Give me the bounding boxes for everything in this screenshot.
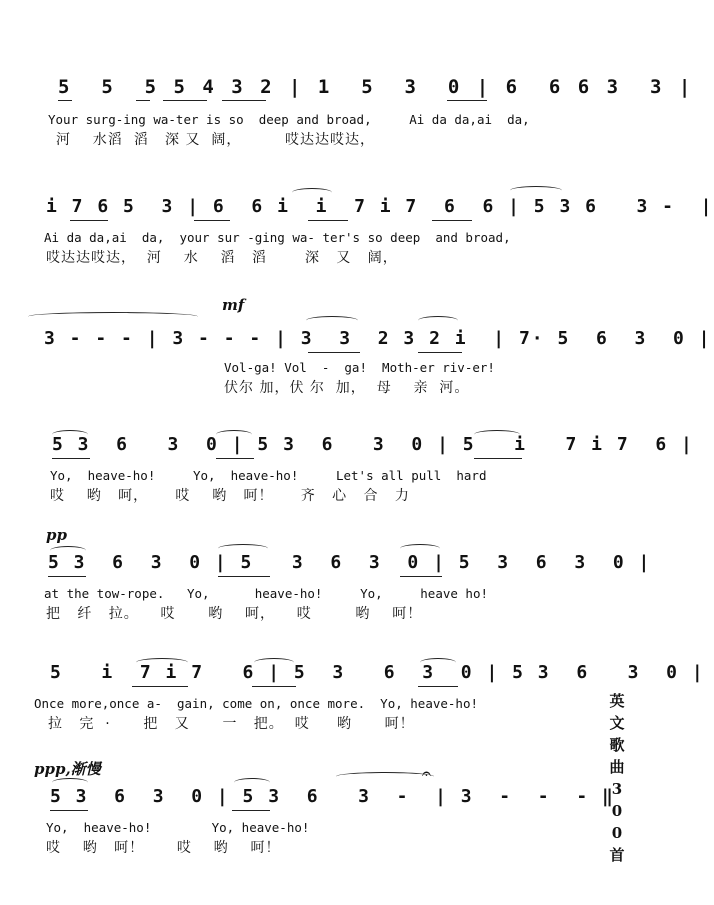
english-lyrics: Once more,once a- gain, come on, once more. Yo, heave-ho! [34, 696, 479, 711]
fermata-icon: 𝄐 [422, 764, 431, 783]
chinese-lyrics: 伏尔 加，伏 尔 加， 母 亲 河。 [224, 380, 470, 396]
dynamic-mark: mf [222, 296, 245, 314]
english-lyrics: Vol-ga! Vol - ga! Moth-er riv-er! [224, 360, 495, 375]
english-lyrics: Yo, heave-ho! Yo, heave-ho! Let's all pull hard [50, 468, 487, 483]
english-lyrics: at the tow-rope. Yo, heave-ho! Yo, heave ho! [44, 586, 489, 601]
numbered-notation: 5 3 6 3 0 | 5 3 6 3 0 | 5 i 7 i 7 6 | [52, 434, 694, 455]
chinese-lyrics: 哎 哟 呵！ 哎 哟 呵！ [46, 840, 281, 856]
chinese-lyrics: 拉 完 · 把 又 一 把。 哎 哟 呵！ [48, 716, 415, 732]
dynamic-mark: pp [46, 526, 67, 544]
numbered-notation: 5 3 6 3 0 | 5 3 6 3 0 | 5 3 6 3 0 | [48, 552, 652, 573]
english-lyrics: Your surg-ing wa-ter is so deep and broad, Ai da da,ai da, [48, 112, 530, 127]
numbered-notation: 3 - - - | 3 - - - | 3 3 2 3 2 i | 7· 5 6 3 0 | [44, 328, 712, 349]
chinese-lyrics: 河 水滔 滔 深 又 阔， 哎达达哎达， [56, 132, 376, 148]
chinese-lyrics: 哎 哟 呵， 哎 哟 呵！ 齐 心 合 力 [50, 488, 410, 504]
numbered-notation: 5 i 7 i 7 6 | 5 3 6 3 0 | 5 3 6 3 0 | [50, 662, 705, 683]
english-lyrics: Ai da da,ai da, your sur -ging wa- ter's so deep and broad, [44, 230, 511, 245]
english-lyrics: Yo, heave-ho! Yo, heave-ho! [46, 820, 310, 835]
numbered-notation: i 7 6 5 3 | 6 6 i i 7 i 7 6 6 | 5 3 6 3 - | [46, 196, 714, 217]
chinese-lyrics: 哎达达哎达， 河 水 滔 滔 深 又 阔， [46, 250, 398, 266]
numbered-notation: 5 5 5 5 4 3 2 | 1 5 3 0 | 6 6 6 3 3 | [58, 76, 694, 98]
tempo-dynamic-mark: ppp,渐慢 [34, 760, 101, 778]
chinese-lyrics: 把 纤 拉。 哎 哟 呵， 哎 哟 呵！ [46, 606, 423, 622]
numbered-notation: 5 3 6 3 0 | 5 3 6 3 - | 3 - - - ‖ [50, 786, 615, 807]
book-title-side: 英文歌曲300首 [609, 692, 625, 864]
